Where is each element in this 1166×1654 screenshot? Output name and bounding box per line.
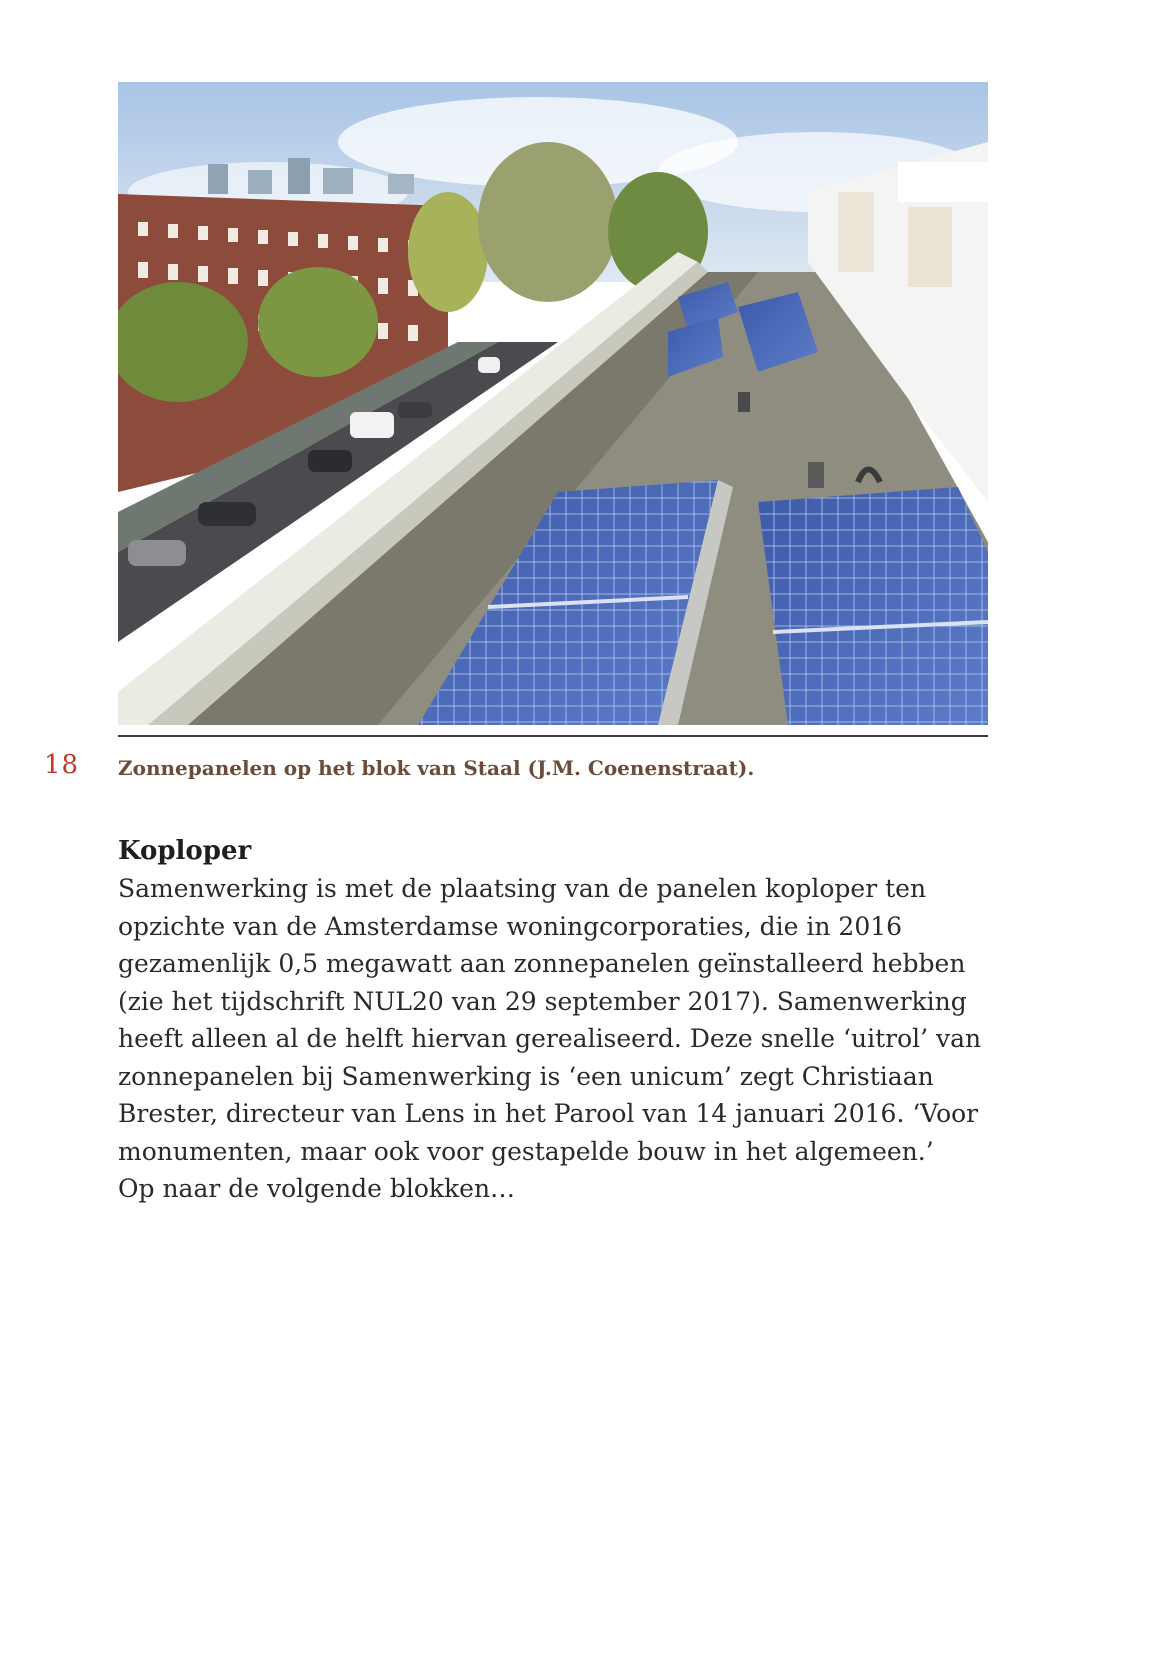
body-line: (zie het tijdschrift NUL20 van 29 september 2017). Samenwerking (118, 986, 967, 1016)
body-line: opzichte van de Amsterdamse woningcorporaties, die in 2016 (118, 911, 903, 941)
caption-divider (118, 735, 988, 737)
photo-caption: Zonnepanelen op het blok van Staal (J.M. Coenenstraat). (118, 756, 755, 780)
article-body (118, 870, 998, 1208)
section-heading: Koploper (118, 836, 252, 866)
body-line: monumenten, maar ook voor gestapelde bouw in het algemeen.’ (118, 1136, 934, 1166)
body-line: Samenwerking is met de plaatsing van de panelen koploper ten (118, 874, 927, 903)
body-line: heeft alleen al de helft hiervan gerealiseerd. Deze snelle ‘uitrol’ van (118, 1024, 982, 1053)
body-line: gezamenlijk 0,5 megawatt aan zonnepanelen geïnstalleerd hebben (118, 949, 966, 978)
body-line: Op naar de volgende blokken… (118, 1174, 516, 1203)
body-line: zonnepanelen bij Samenwerking is ‘een unicum’ zegt Christiaan (118, 1061, 934, 1091)
body-line: Brester, directeur van Lens in het Parool van 14 januari 2016. ‘Voor (118, 1099, 979, 1128)
page-number: 18 (44, 750, 80, 780)
solar-panels-photo (118, 82, 988, 725)
